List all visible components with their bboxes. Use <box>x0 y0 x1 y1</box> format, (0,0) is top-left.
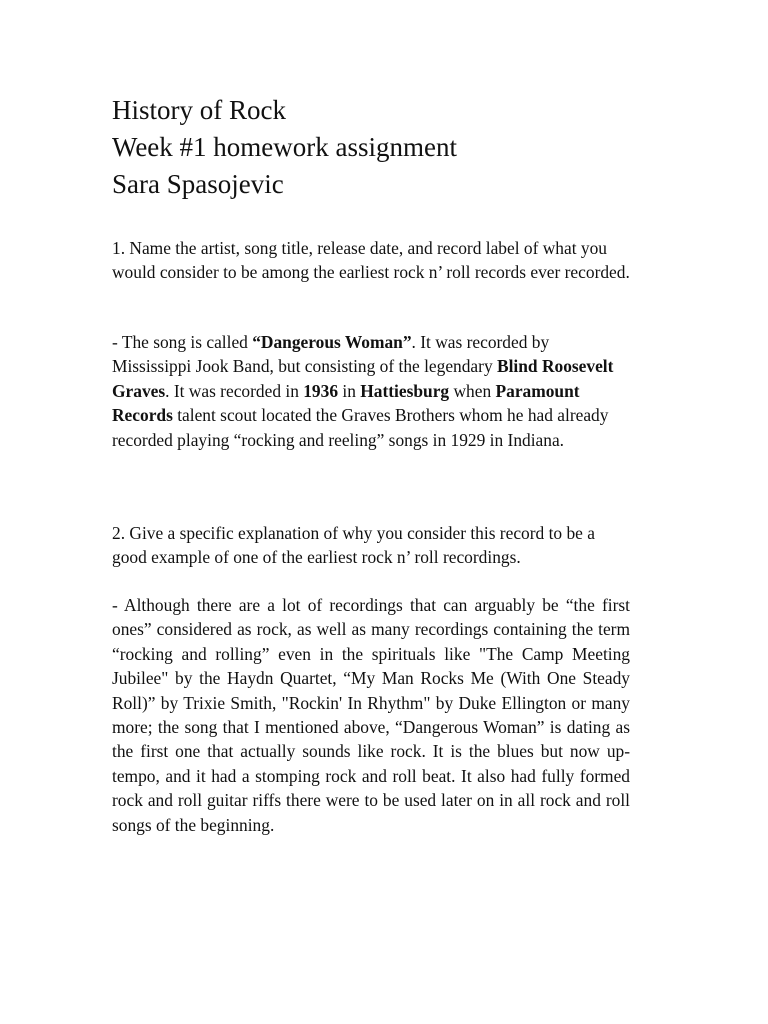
answer-1-text: . It was recorded in <box>165 380 304 401</box>
answer-2: - Although there are a lot of recordings that can arguably be “the first ones” considered as rock, as well as many recordings containing the term “rocking and rolling” even in the spirituals like "The Camp Meeting Jubilee" by the Haydn Quartet, “My Man Rocks Me (With One Steady Roll)” by Trixie Smith, "Rockin' In Rhythm" by Duke Ellington or many more; the song that I mentioned above, “Dangerous Woman” is dating as the first one that actually sounds like rock. It is the blues but now up-tempo, and it had a stomping rock and roll beat. It also had fully formed rock and roll guitar riffs there were to be used later on in all rock and roll songs of the beginning. <box>112 595 630 835</box>
assignment-title: Week #1 homework assignment <box>112 132 458 162</box>
student-name: Sara Spasojevic <box>112 169 284 199</box>
answer-1-text: - The song is called <box>112 332 253 352</box>
question-2: 2. Give a specific explanation of why you consider this record to be a good example of one of the earliest rock n’ roll recordings. <box>112 523 595 568</box>
answer-1-text: in <box>338 380 361 401</box>
answer-1-song-title: “Dangerous Woman” <box>252 332 412 352</box>
question-1: 1. Name the artist, song title, release date, and record label of what you would consider to be among the earliest rock n’ roll records ever recorded. <box>112 238 630 283</box>
answer-1-artist: Blind Roosevelt Graves <box>112 356 614 401</box>
answer-1-text: . It was recorded by Mississippi Jook Band, but consisting of the legendary <box>112 332 550 377</box>
answer-1-text: talent scout located the Graves Brothers whom he had already recorded playing “rocking and reeling” songs in 1929 in Indiana. <box>112 405 609 450</box>
answer-1-text: when <box>449 380 496 401</box>
answer-1-location: Hattiesburg <box>360 380 450 401</box>
answer-1-record-label: Paramount Records <box>112 380 580 426</box>
document-header <box>112 92 457 203</box>
answer-1-year: 1936 <box>303 380 339 401</box>
course-title: History of Rock <box>112 95 286 125</box>
answer-1 <box>112 330 630 452</box>
